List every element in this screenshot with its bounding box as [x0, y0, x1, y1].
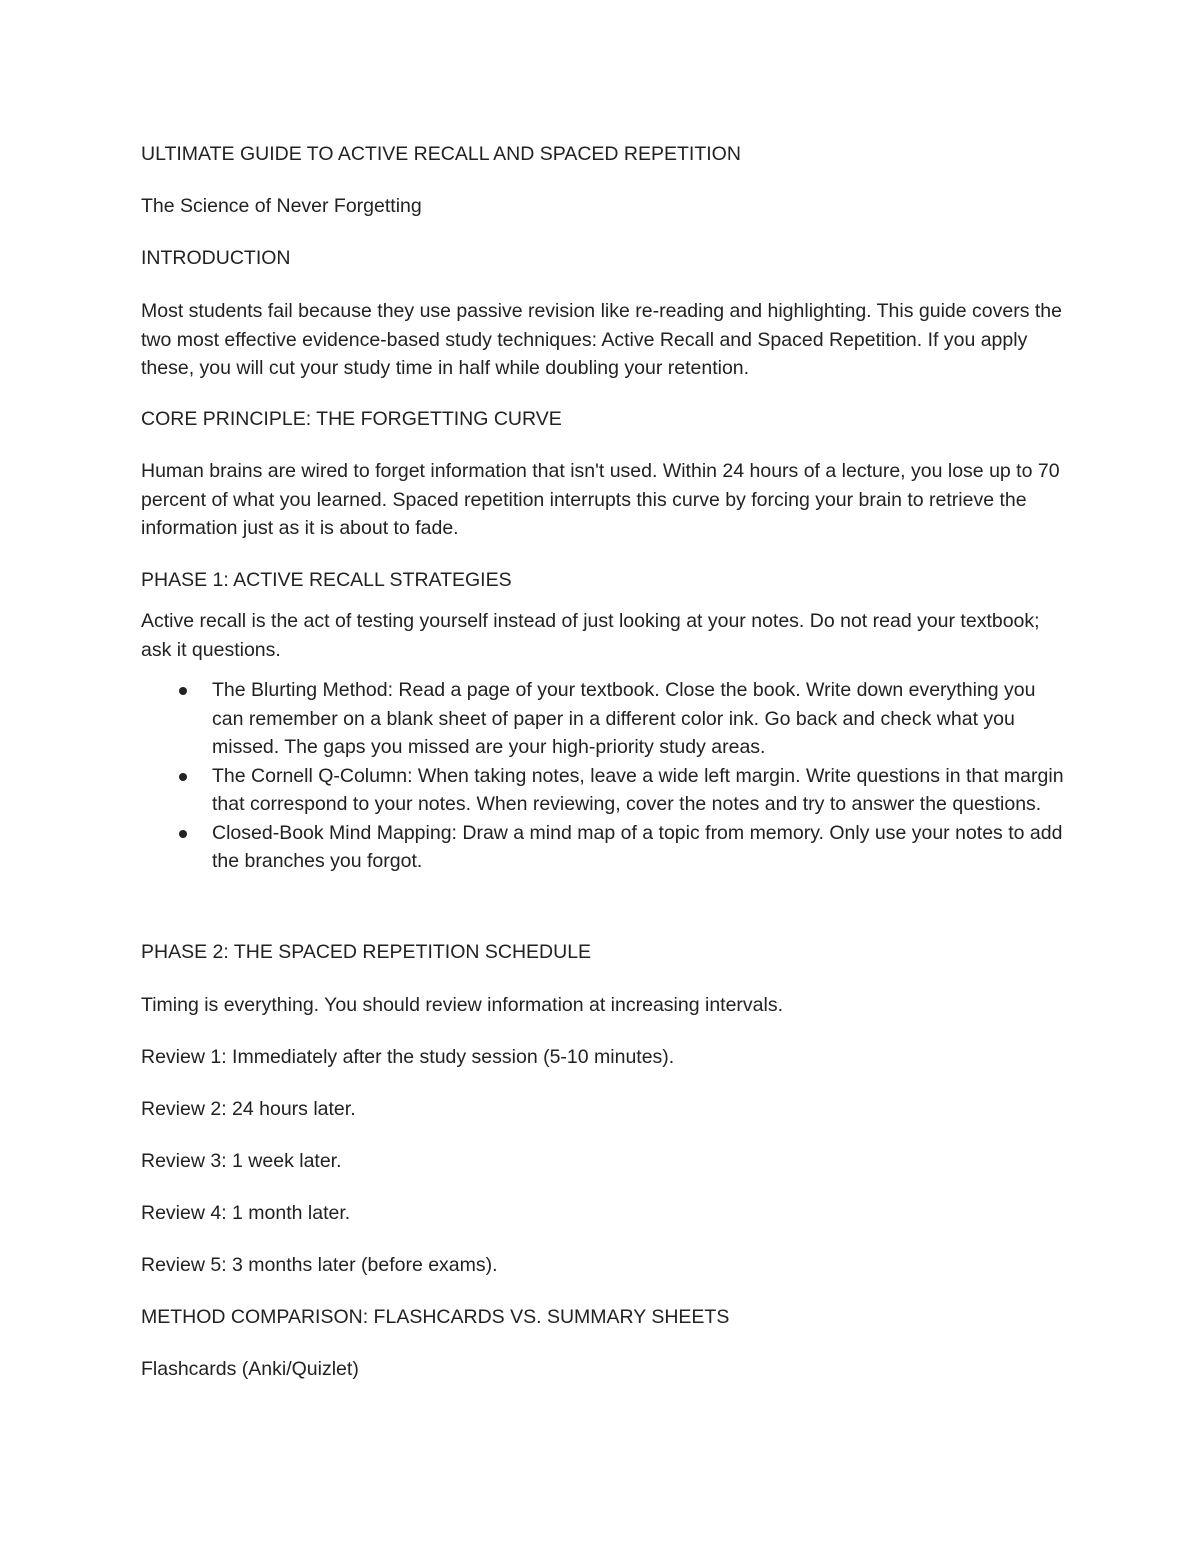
flashcards-heading: Flashcards (Anki/Quizlet) — [141, 1358, 359, 1380]
review-5: Review 5: 3 months later (before exams). — [141, 1254, 498, 1276]
core-principle-paragraph: Human brains are wired to forget information that isn't used. Within 24 hours of a lecture, you lose up to 70 percent of what you learned. Spaced repetition interrupts this curve by forcing your brain to retrieve the information just as it is about to fade. — [141, 460, 1060, 539]
bullet-text-mind-mapping: Closed-Book Mind Mapping: Draw a mind map of a topic from memory. Only use your notes to add the branches you forgot. — [212, 821, 1063, 872]
phase1-paragraph: Active recall is the act of testing yourself instead of just looking at your notes. Do not read your textbook; ask it questions. — [141, 610, 1040, 661]
phase2-heading: PHASE 2: THE SPACED REPETITION SCHEDULE — [141, 941, 592, 963]
bullet-icon — [179, 830, 187, 838]
phase2-paragraph: Timing is everything. You should review information at increasing intervals. — [141, 994, 784, 1016]
phase1-heading: PHASE 1: ACTIVE RECALL STRATEGIES — [141, 569, 512, 591]
phase1-bullet-list — [141, 676, 1071, 876]
bullet-icon — [179, 773, 187, 781]
review-4: Review 4: 1 month later. — [141, 1202, 351, 1224]
list-item — [141, 676, 1071, 762]
document-subtitle: The Science of Never Forgetting — [141, 195, 422, 217]
intro-paragraph: Most students fail because they use passive revision like re-reading and highlighting. This guide covers the two most effective evidence-based study techniques: Active Recall and Spaced Repetition. If you apply these, you will cut your study time in half while doubling your retention. — [141, 300, 1062, 379]
review-3: Review 3: 1 week later. — [141, 1150, 342, 1172]
review-1: Review 1: Immediately after the study session (5-10 minutes). — [141, 1046, 675, 1068]
intro-heading: INTRODUCTION — [141, 247, 291, 269]
comparison-heading: METHOD COMPARISON: FLASHCARDS VS. SUMMARY SHEETS — [141, 1306, 730, 1328]
document-title: ULTIMATE GUIDE TO ACTIVE RECALL AND SPACED REPETITION — [141, 143, 741, 165]
review-2: Review 2: 24 hours later. — [141, 1098, 356, 1120]
core-principle-heading: CORE PRINCIPLE: THE FORGETTING CURVE — [141, 408, 562, 430]
bullet-text-blurting: The Blurting Method: Read a page of your textbook. Close the book. Write down everything you can remember on a blank sheet of paper in a different color ink. Go back and check what you missed. The gaps you missed are your high-priority study areas. — [212, 679, 1036, 758]
list-item — [141, 819, 1071, 876]
bullet-text-cornell: The Cornell Q-Column: When taking notes, leave a wide left margin. Write questions in that margin that correspond to your notes. When reviewing, cover the notes and try to answer the questions. — [212, 764, 1064, 815]
bullet-icon — [179, 687, 187, 695]
list-item — [141, 762, 1071, 819]
